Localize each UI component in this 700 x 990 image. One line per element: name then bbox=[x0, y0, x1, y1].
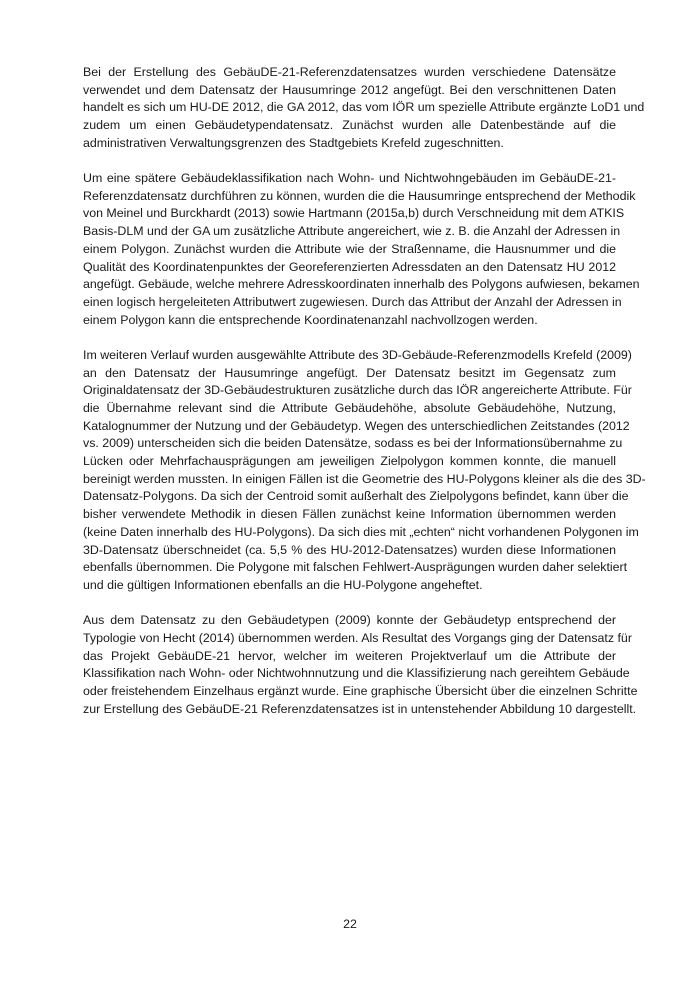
text-line: Bei der Erstellung des GebäuDE-21-Referenzdatensatzes wurden verschiedene Datensätze bbox=[83, 65, 616, 79]
paragraph-3 bbox=[83, 347, 646, 595]
text-line: 3D-Datensatz überschneidet (ca. 5,5 % des HU-2012-Datensatzes) wurden diese Informationen bbox=[83, 542, 616, 557]
text-line: Aus dem Datensatz zu den Gebäudetypen (2009) konnte der Gebäudetyp entsprechend der bbox=[83, 613, 616, 628]
text-line: Originaldatensatz der 3D-Gebäudestrukturen zusätzliche durch das IÖR angereicherte Attribute. Für bbox=[83, 383, 632, 398]
text-line: Im weiteren Verlauf wurden ausgewählte Attribute des 3D-Gebäude-Referenzmodells Krefeld (2009) bbox=[83, 347, 632, 362]
text-line: zudem um einen Gebäudetypendatensatz. Zunächst wurden alle Datenbestände auf die bbox=[83, 118, 616, 133]
text-line: einem Polygon kann die entsprechende Koordinatenanzahl nachvollzogen werden. bbox=[83, 312, 538, 327]
text-line: (keine Daten innerhalb des HU-Polygons). Da sich dies mit „echten“ nicht vorhandenen Polygonen im bbox=[83, 524, 639, 539]
text-line: angefügt. Gebäude, welche mehrere Adresskoordinaten innerhalb des Polygons aufwiesen, bekamen bbox=[83, 277, 640, 292]
text-line: Qualität des Koordinatenpunktes der Georeferenzierten Adressdaten an den Datensatz HU 2012 bbox=[83, 259, 616, 274]
text-line: Katalognummer der Nutzung und der Gebäudetyp. Wegen des unterschiedlichen Zeitstandes (2012 bbox=[83, 418, 630, 433]
text-line: einen logisch hergeleiteten Attributwert zugewiesen. Durch das Attribut der Anzahl der Adressen in bbox=[83, 294, 622, 309]
text-line: vs. 2009) unterscheiden sich die beiden Datensätze, sodass es bei der Informationsübernahme zu bbox=[83, 436, 623, 451]
text-line: verwendet und dem Datensatz der Hausumringe 2012 angefügt. Bei den verschnittenen Daten bbox=[83, 82, 616, 97]
body-text bbox=[83, 64, 646, 736]
text-line: Referenzdatensatz durchführen zu können, wurden die die Hausumringe entsprechend der Methodik bbox=[83, 188, 636, 203]
text-line: das Projekt GebäuDE-21 hervor, welcher im weiteren Projektverlauf um die Attribute der bbox=[83, 648, 616, 663]
text-line: handelt es sich um HU-DE 2012, die GA 2012, das vom IÖR um spezielle Attribute ergänzte LoD1 und bbox=[83, 100, 645, 115]
text-line: und die gültigen Informationen ebenfalls an die HU-Polygone angeheftet. bbox=[83, 577, 483, 592]
paragraph-2 bbox=[83, 170, 640, 329]
text-line: bereinigt werden mussten. In einigen Fällen ist die Geometrie des HU-Polygons kleiner als die des 3D- bbox=[83, 471, 646, 486]
text-line: Typologie von Hecht (2014) übernommen werden. Als Resultat des Vorgangs ging der Datensatz für bbox=[83, 630, 632, 645]
text-line: von Meinel und Burckhardt (2013) sowie Hartmann (2015a,b) durch Verschneidung mit dem ATKIS bbox=[83, 206, 625, 221]
text-line: Lücken oder Mehrfachausprägungen am jeweiligen Zielpolygon kommen konnte, die manuell bbox=[83, 454, 616, 469]
text-line: einem Polygon. Zunächst wurden die Attribute wie der Straßenname, die Hausnummer und die bbox=[83, 241, 616, 256]
text-line: Klassifikation nach Wohn- oder Nichtwohnnutzung und die Klassifizierung nach gereihtem Gebäude bbox=[83, 666, 630, 681]
text-line: zur Erstellung des GebäuDE-21 Referenzdatensatzes ist in untenstehender Abbildung 10 dargestellt. bbox=[83, 701, 637, 716]
text-line: an den Datensatz der Hausumringe angefügt. Der Datensatz besitzt im Gegensatz zum bbox=[83, 365, 616, 380]
page-number: 22 bbox=[343, 917, 357, 931]
paragraph-1 bbox=[83, 64, 645, 153]
text-line: Datensatz-Polygons. Da sich der Centroid somit außerhalt des Zielpolygons befindet, kann über die bbox=[83, 489, 629, 504]
text-line: administrativen Verwaltungsgrenzen des Stadtgebiets Krefeld zugeschnitten. bbox=[83, 135, 504, 150]
text-line: bisher verwendete Methodik in diesen Fällen zunächst keine Information übernommen werden bbox=[83, 507, 616, 522]
text-line: ebenfalls übernommen. Die Polygone mit falschen Fehlwert-Ausprägungen wurden daher selektiert bbox=[83, 560, 628, 575]
paragraph-4 bbox=[83, 612, 638, 718]
text-line: die Übernahme relevant sind die Attribute Gebäudehöhe, absolute Gebäudehöhe, Nutzung, bbox=[83, 400, 616, 415]
text-line: Um eine spätere Gebäudeklassifikation nach Wohn- und Nichtwohngebäuden im GebäuDE-21- bbox=[83, 171, 616, 186]
text-line: oder freistehendem Einzelhaus ergänzt wurde. Eine graphische Übersicht über die einzelnen Schritte bbox=[83, 684, 638, 698]
text-line: Basis-DLM und der GA um zusätzliche Attribute angereichert, wie z. B. die Anzahl der Adressen in bbox=[83, 224, 621, 239]
